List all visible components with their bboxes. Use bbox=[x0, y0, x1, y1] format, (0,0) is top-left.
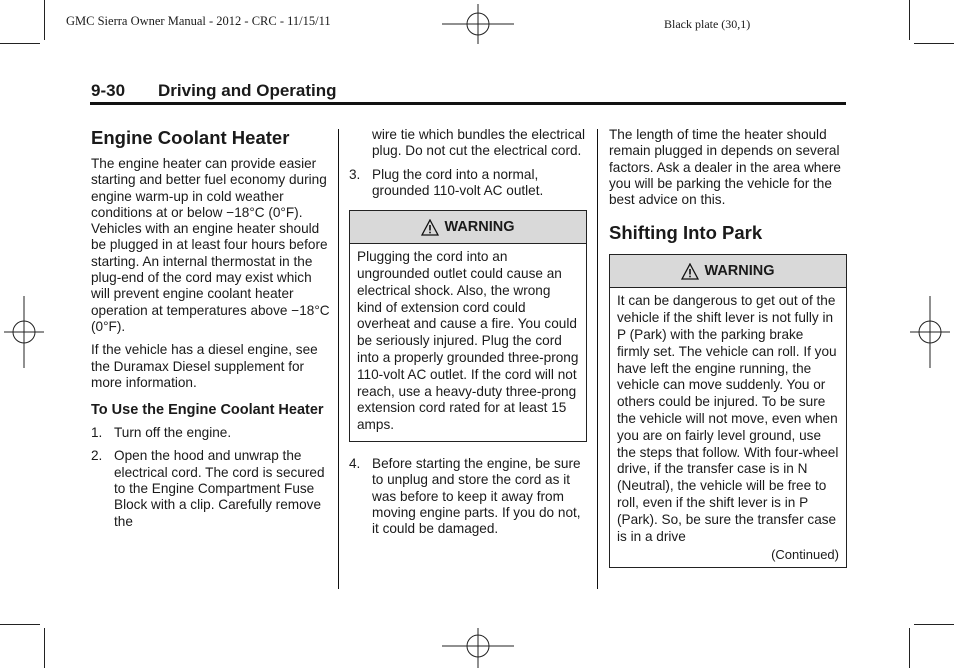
registration-mark-icon bbox=[442, 628, 514, 668]
step-number: 3. bbox=[349, 166, 361, 182]
page-number: 9-30 bbox=[91, 81, 126, 100]
subheading-to-use-heater: To Use the Engine Coolant Heater bbox=[91, 402, 324, 419]
registration-mark-icon bbox=[4, 296, 44, 368]
heading-shifting-into-park: Shifting Into Park bbox=[609, 222, 763, 244]
paragraph: If the vehicle has a diesel engine, see the Duramax Diesel supplement for more information. bbox=[91, 342, 318, 390]
column-2 bbox=[349, 127, 587, 544]
warning-header bbox=[610, 255, 846, 288]
step-number: 1. bbox=[91, 425, 103, 441]
registration-mark-icon bbox=[910, 296, 950, 368]
list-item bbox=[349, 167, 587, 200]
crop-mark bbox=[0, 43, 40, 44]
section-title: Driving and Operating bbox=[158, 81, 337, 100]
steps-list bbox=[349, 127, 587, 199]
step-number: 4. bbox=[349, 455, 361, 471]
warning-label: WARNING bbox=[444, 219, 515, 236]
step-text: Turn off the engine. bbox=[114, 425, 232, 441]
crop-mark bbox=[914, 43, 954, 44]
crop-mark bbox=[0, 624, 40, 625]
list-item bbox=[349, 456, 587, 537]
header-rule bbox=[90, 102, 846, 105]
step-text: Plug the cord into a normal, grounded 110-volt AC outlet. bbox=[372, 166, 544, 198]
crop-mark bbox=[909, 628, 910, 668]
steps-list bbox=[91, 425, 331, 530]
crop-mark bbox=[44, 628, 45, 668]
warning-text: Plugging the cord into an ungrounded outlet could cause an electrical shock. Also, the wrong kind of extension cord could overheat and cause a fire. You could be seriously injured. Plug the cord into a properly grounded three-prong 110-volt AC outlet. If the cord will not reach, use a heavy-duty three-prong extension cord rated for at least 15 amps. bbox=[357, 249, 579, 433]
continued-label: (Continued) bbox=[771, 547, 839, 563]
registration-mark-icon bbox=[442, 4, 514, 44]
crop-mark bbox=[44, 0, 45, 40]
warning-body: It can be dangerous to get out of the vehicle if the shift lever is not fully in P (Park) with the parking brake firmly set. The vehicle can roll. If you have left the engine running, the vehicle can move suddenly. You or others could be injured. To be sure the vehicle will not move, even when you are on fairly level ground, use the steps that follow. With four-wheel drive, if the transfer case is in N (Neutral), the vehicle will be free to roll, even if the shift lever is in P (Park). So, be sure the transfer case is in a drive bbox=[617, 293, 839, 544]
crop-mark bbox=[914, 624, 954, 625]
warning-box bbox=[349, 210, 587, 442]
crop-mark bbox=[909, 0, 910, 40]
step-number bbox=[349, 127, 372, 160]
list-item bbox=[91, 425, 331, 441]
step-text: Before starting the engine, be sure to unplug and store the cord as it was before to keep it away from moving engine parts. If you do not, it could be damaged. bbox=[372, 455, 581, 537]
column-divider bbox=[338, 129, 339, 589]
paragraph: The length of time the heater should remain plugged in depends on several factors. Ask a dealer in the area where you will be parking the vehicle for the best advice on this. bbox=[609, 127, 841, 208]
warning-label: WARNING bbox=[704, 263, 775, 280]
plate-label: Black plate (30,1) bbox=[664, 17, 751, 31]
paragraph: The engine heater can provide easier starting and better fuel economy during engine warm-up in cold weather conditions at or below −18°C (0°F). Vehicles with an engine heater should be plugged in at least four hours before starting. An internal thermostat in the plug-end of the cord may exist which will prevent engine coolant heater operation at temperatures above −18°C (0°F). bbox=[91, 156, 330, 334]
warning-text bbox=[610, 288, 846, 567]
column-3 bbox=[609, 127, 847, 568]
steps-list bbox=[349, 456, 587, 537]
warning-box bbox=[609, 254, 847, 568]
step-number: 2. bbox=[91, 448, 103, 464]
list-item bbox=[349, 127, 587, 160]
heading-engine-coolant-heater: Engine Coolant Heater bbox=[91, 127, 290, 148]
column-1 bbox=[91, 127, 331, 537]
step-text: Open the hood and unwrap the electrical cord. The cord is secured to the Engine Compartment Fuse Block with a clip. Carefully remove the bbox=[114, 448, 325, 529]
warning-icon bbox=[421, 219, 439, 236]
list-item bbox=[91, 448, 331, 529]
warning-header bbox=[350, 211, 586, 244]
step-text: wire tie which bundles the electrical plug. Do not cut the electrical cord. bbox=[372, 127, 586, 159]
column-divider bbox=[597, 129, 598, 589]
warning-icon bbox=[681, 263, 699, 280]
doc-title: GMC Sierra Owner Manual - 2012 - CRC - 11/15/11 bbox=[66, 14, 331, 28]
